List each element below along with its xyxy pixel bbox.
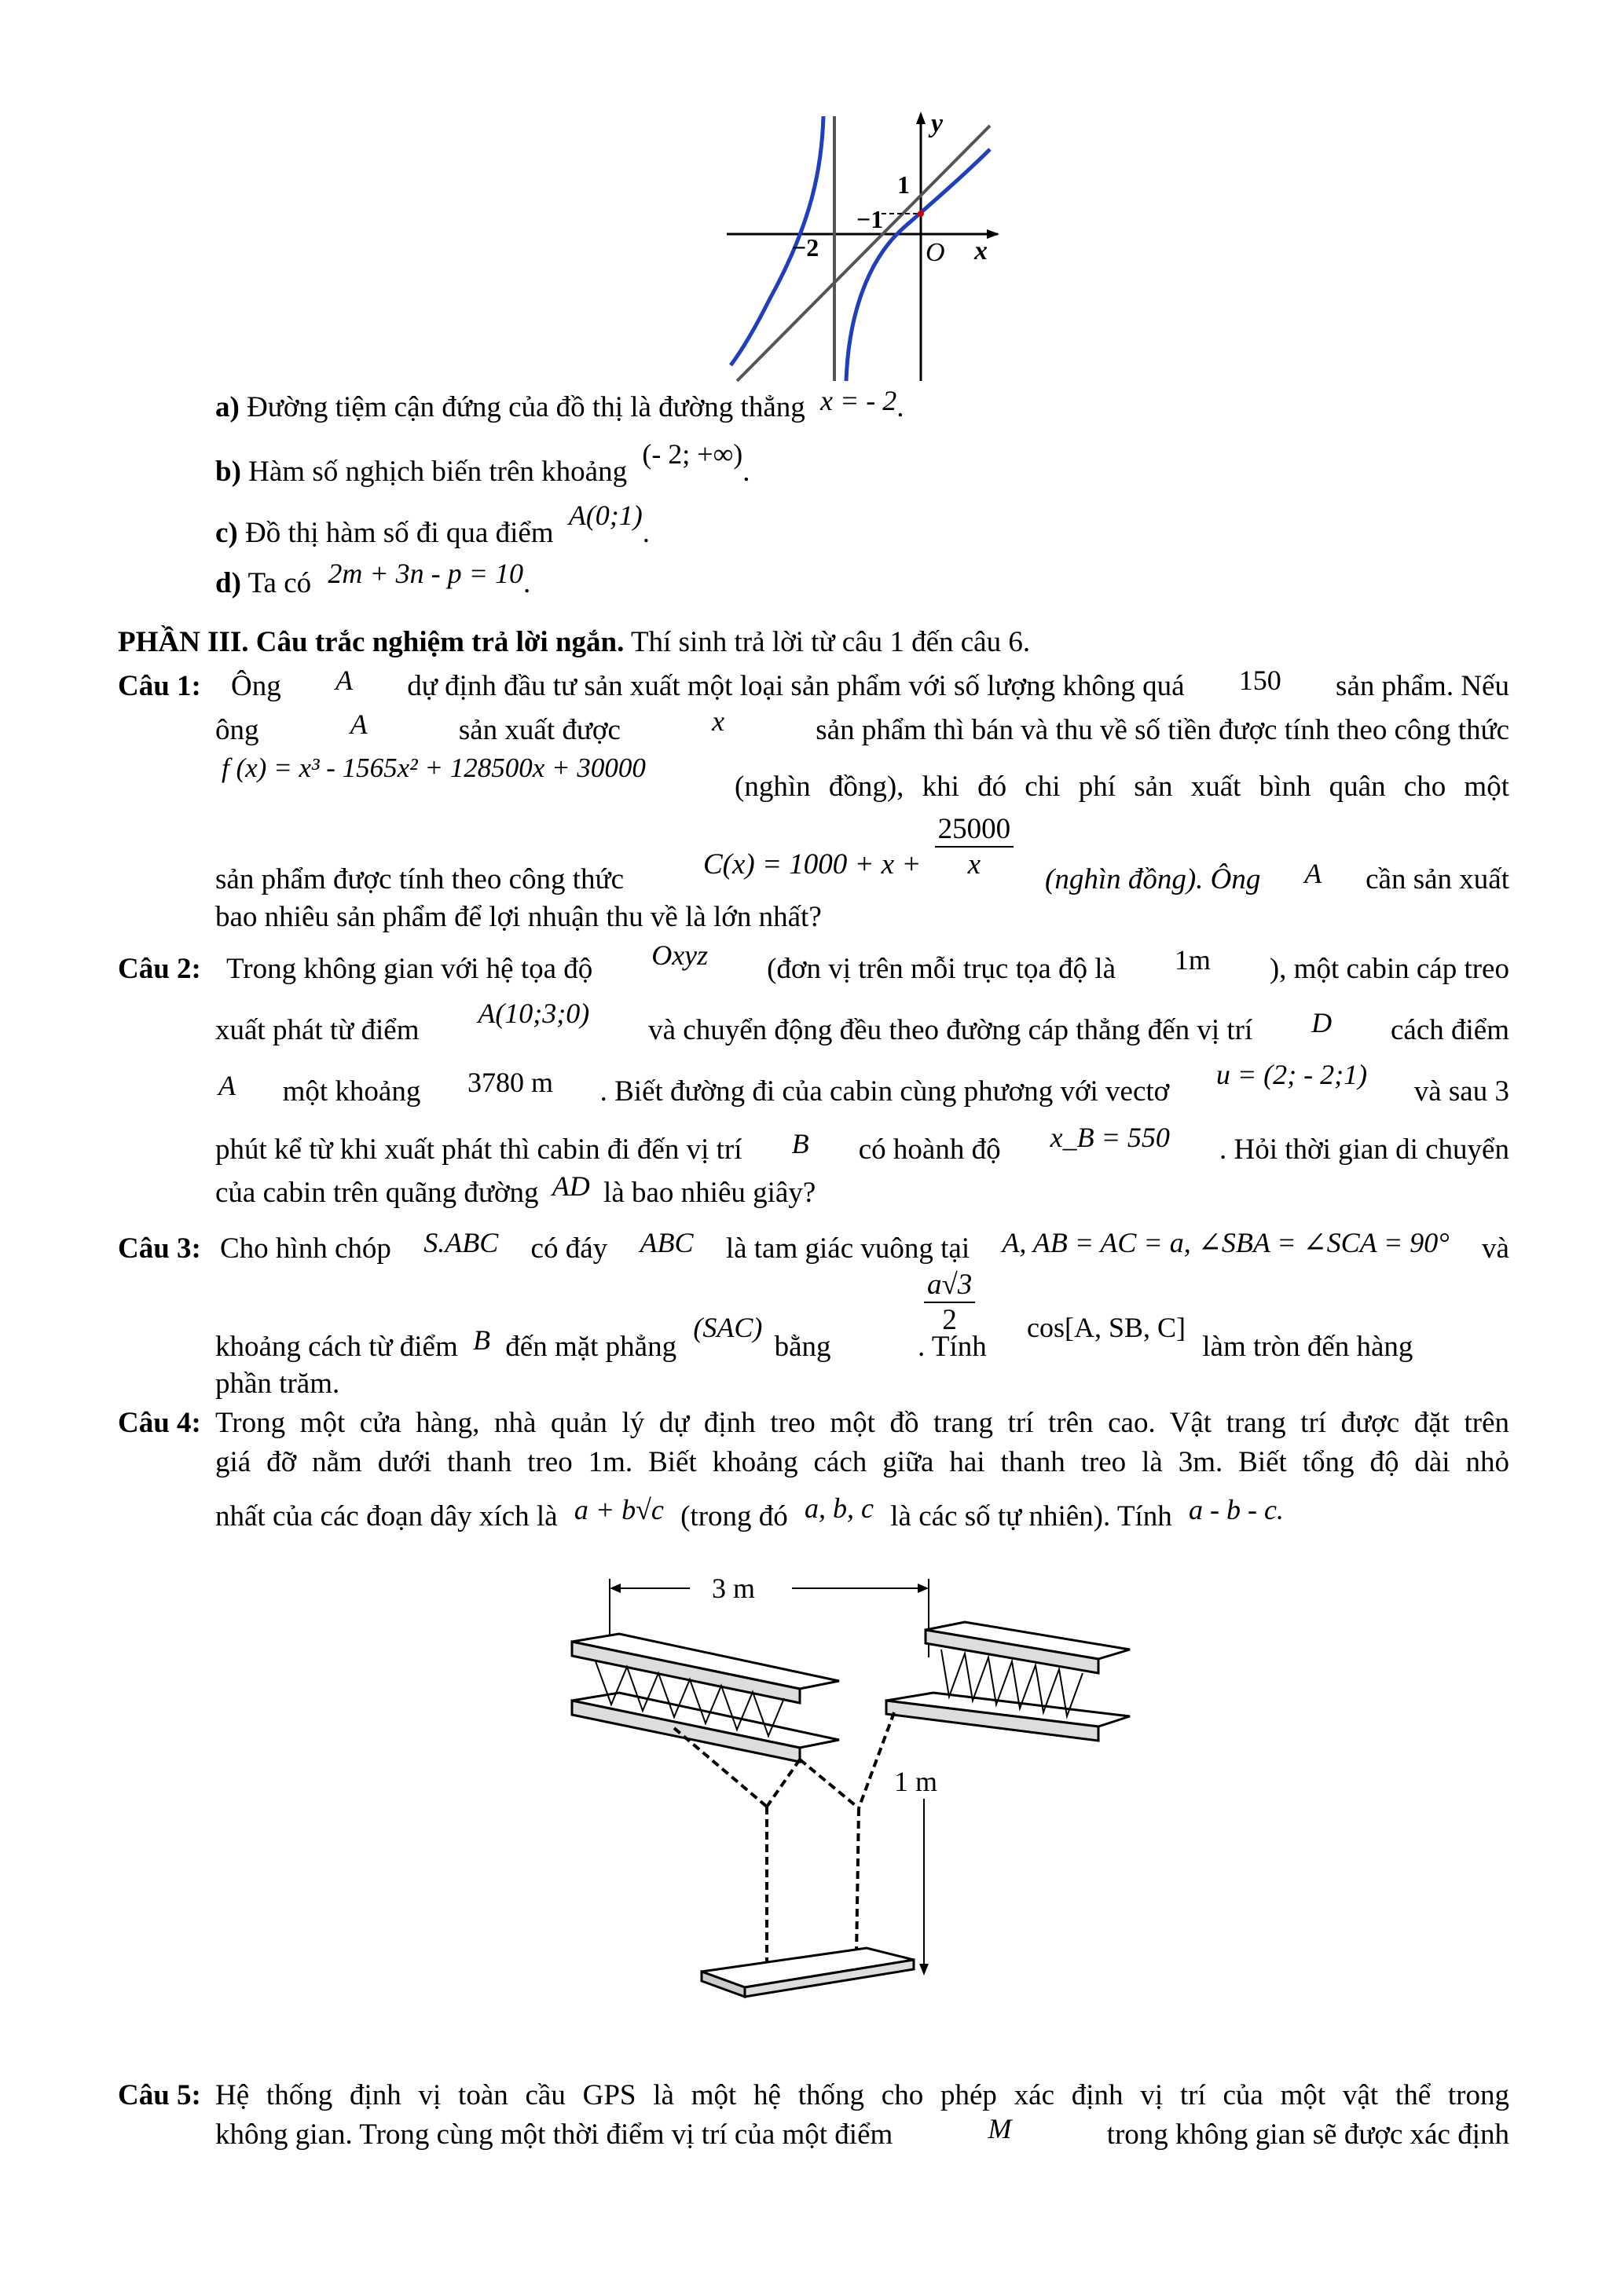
tick-1-label: 1 [897,170,910,199]
q1-line4-a: sản phẩm được tính theo công thức [215,863,625,895]
y-label: y [931,110,944,138]
q1-label: Câu 1: [118,670,201,702]
q1-line4b [1045,858,1509,897]
q3-text: có đáy [530,1232,608,1265]
q1-text: ông [215,714,259,746]
q3-condition: A, AB = AC = a, ∠SBA = ∠SCA = 90° [1002,1227,1450,1258]
item-d-label: d) [215,567,241,599]
q1-revenue-formula: f (x) = x³ - 1565x² + 128500x + 30000 [222,753,646,783]
q2-point-a: A(10;3;0) [478,998,590,1029]
item-b-text: Hàm số nghịch biến trên khoảng [248,456,628,488]
q1-text: sản xuất được [458,714,621,746]
q3-frac-num: a√3 [924,1268,975,1303]
q3-text: Cho hình chóp [220,1232,391,1265]
q2-unit: 1m [1174,944,1211,976]
q1-text: sản phẩm. Nếu [1336,670,1509,702]
q3-label: Câu 3: [118,1232,201,1265]
q2-var-b: B [791,1128,809,1159]
item-c-end: . [642,517,651,549]
q2-text: là bao nhiêu giây? [603,1177,816,1209]
q2-text: và chuyển động đều theo đường cáp thẳng đến vị trí [648,1014,1253,1046]
item-a-math: x = - 2 [820,385,897,416]
q1-cost-left: C(x) = 1000 + x + [703,848,922,881]
item-d [215,558,531,601]
q2-text: . Biết đường đi của cabin cùng phương với vectơ [599,1075,1170,1108]
function-graph [723,110,1002,385]
item-c-text: Đồ thị hàm số đi qua điểm [245,517,554,549]
q1-line4 [215,862,624,897]
q1-line5: bao nhiêu sản phẩm để lợi nhuận thu về là lớn nhất? [215,901,822,933]
q1-line3-span: (nghìn đồng), khi đó chi phí sản xuất bình quân cho một [735,771,1509,803]
q2-text: một khoảng [282,1075,421,1108]
q2-var-oxyz: Oxyz [651,939,709,971]
x-label: x [974,236,988,265]
hanging-decoration-figure [564,1563,1146,2027]
x-axis-arrow [987,229,999,239]
q4-line1: Trong một cửa hàng, nhà quản lý dự định treo một đồ trang trí trên cao. Vật trang trí được đặt trên [215,1407,1509,1439]
q3-var-b: B [473,1324,491,1356]
q2-text: và sau 3 [1413,1075,1509,1108]
q1-fraction [935,812,1014,881]
q1-var-a: A [350,709,368,740]
q4-label: Câu 4: [118,1407,201,1439]
q3-plane-sac: (SAC) [693,1312,763,1343]
q4-vars: a, b, c [805,1492,874,1524]
item-d-text: Ta có [247,567,312,599]
q2-text: phút kể từ khi xuất phát thì cabin đi đến vị trí [215,1133,742,1166]
q3-cos-expr: cos[A, SB, C] [1026,1312,1186,1343]
q5-label: Câu 5: [118,2079,201,2111]
q2-distance: 3780 m [467,1067,553,1098]
q2-text: cách điểm [1390,1014,1509,1046]
q2-var-ad: AD [552,1170,590,1202]
q2-line5 [215,1170,816,1210]
part3-subtitle: Thí sinh trả lời từ câu 1 đến câu 6. [630,626,1031,658]
q2-text: ), một cabin cáp treo [1269,953,1509,985]
part3-title: PHẦN III. Câu trắc nghiệm trả lời ngắn. [118,626,625,658]
dimension-arrow-right [918,1584,929,1593]
item-d-end: . [522,567,531,599]
q2-text: của cabin trên quãng đường [215,1177,539,1209]
q3-text: là tam giác vuông tại [725,1232,970,1265]
q3-text: và [1482,1232,1509,1265]
q2-label: Câu 2: [118,953,201,985]
q1-num: 150 [1238,665,1281,696]
q1-var-a: A [335,665,353,696]
q1-line4-b: (nghìn đồng). Ông [1045,863,1261,895]
q3-line1 [220,1227,1509,1266]
q1-line2 [215,705,1509,748]
q4-line3 [215,1492,1284,1534]
q5-var-m: M [988,2113,1012,2144]
q5-text: trong không gian sẽ được xác định [1106,2118,1509,2151]
q3-text: bằng [774,1331,831,1363]
q2-text: (đơn vị trên mỗi trục tọa độ là [767,953,1116,985]
left-rack [572,1634,839,1762]
q1-text: Ông [231,670,281,702]
q3-var-sabc: S.ABC [423,1227,499,1258]
item-a-label: a) [215,391,240,423]
q2-xb: x_B = 550 [1050,1122,1170,1153]
q2-vector-u: u = (2; - 2;1) [1215,1059,1368,1090]
q3-text: đến mặt phẳng [505,1331,677,1363]
q3-fraction [924,1268,975,1337]
curve-right-branch [846,149,990,381]
q1-cost-formula [703,812,1014,881]
item-c [215,500,651,551]
q2-text: Trong không gian với hệ tọa độ [226,953,593,985]
q4-expr2: a - b - c. [1188,1494,1284,1525]
point-A [918,211,924,217]
q2-var-a: A [218,1070,236,1101]
q1-line1 [231,665,1509,704]
q2-line2 [215,998,1509,1048]
q1-line3-text [735,770,1509,804]
q2-line4 [215,1122,1509,1167]
q2-text: . Hỏi thời gian di chuyển [1219,1133,1509,1166]
q3-var-abc: ABC [640,1227,694,1258]
y-axis-arrow [916,112,926,124]
item-b-math: (- 2; +∞) [642,438,743,470]
tick-neg1-label: −1 [856,205,884,233]
q5-line1: Hệ thống định vị toàn cầu GPS là một hệ thống cho phép xác định vị trí của một vật thể trong [215,2079,1509,2111]
q5-line2 [215,2113,1509,2152]
part3-heading [118,625,1030,660]
bottom-shelf [702,1948,914,1997]
dimension-1m-label: 1 m [894,1766,938,1797]
dimension-arrow-left [610,1584,621,1593]
q3-line2 [215,1312,1509,1364]
q2-line1 [226,939,1509,987]
q4-text: là các số tự nhiên). Tính [890,1500,1172,1532]
q2-var-d: D [1311,1007,1333,1038]
origin-label: O [926,238,945,267]
q1-text: sản phẩm thì bán và thu về số tiền được tính theo công thức [816,714,1509,746]
dimension-1m-arrow [919,1964,929,1976]
q4-text: (trong đó [680,1500,788,1532]
q3-frac-den: 2 [942,1304,957,1336]
q3-line3: phần trăm. [215,1368,340,1400]
item-a-end: . [896,391,904,423]
q1-frac-den: x [967,848,981,881]
q4-line2: giá đỡ nằm dưới thanh treo 1m. Biết khoảng cách giữa hai thanh treo là 3m. Biết tổng độ dài nhỏ [215,1446,1509,1478]
item-b-end: . [742,456,750,488]
item-b-label: b) [215,456,241,488]
q5-text: không gian. Trong cùng một thời điểm vị trí của một điểm [215,2118,893,2151]
q1-frac-num: 25000 [935,812,1014,848]
item-c-label: c) [215,517,238,549]
q4-expr: a + b√c [574,1494,664,1525]
oblique-asymptote [737,126,990,381]
right-rack [886,1622,1130,1741]
dimension-3m-label: 3 m [712,1573,756,1604]
q1-line4-var: A [1304,858,1322,889]
q2-text: có hoành độ [858,1133,1001,1166]
q3-text: khoảng cách từ điểm [215,1331,458,1363]
item-a-text: Đường tiệm cận đứng của đồ thị là đường thẳng [247,391,805,423]
q2-line3 [218,1059,1509,1109]
q3-text: làm tròn đến hàng [1202,1331,1413,1363]
q1-text: dự định đầu tư sản xuất một loại sản phẩm với số lượng không quá [407,670,1185,702]
item-a [215,385,904,425]
q3-text: . Tính [918,1331,987,1363]
q4-text: nhất của các đoạn dây xích là [215,1500,558,1532]
item-b [215,438,750,489]
tick-neg2-label: −2 [792,233,819,262]
q2-text: xuất phát từ điểm [215,1014,420,1046]
q1-line4-c: cần sản xuất [1366,863,1509,895]
item-c-math: A(0;1) [568,500,643,531]
q1-var-x: x [712,705,725,737]
item-d-math: 2m + 3n - p = 10 [328,558,523,589]
